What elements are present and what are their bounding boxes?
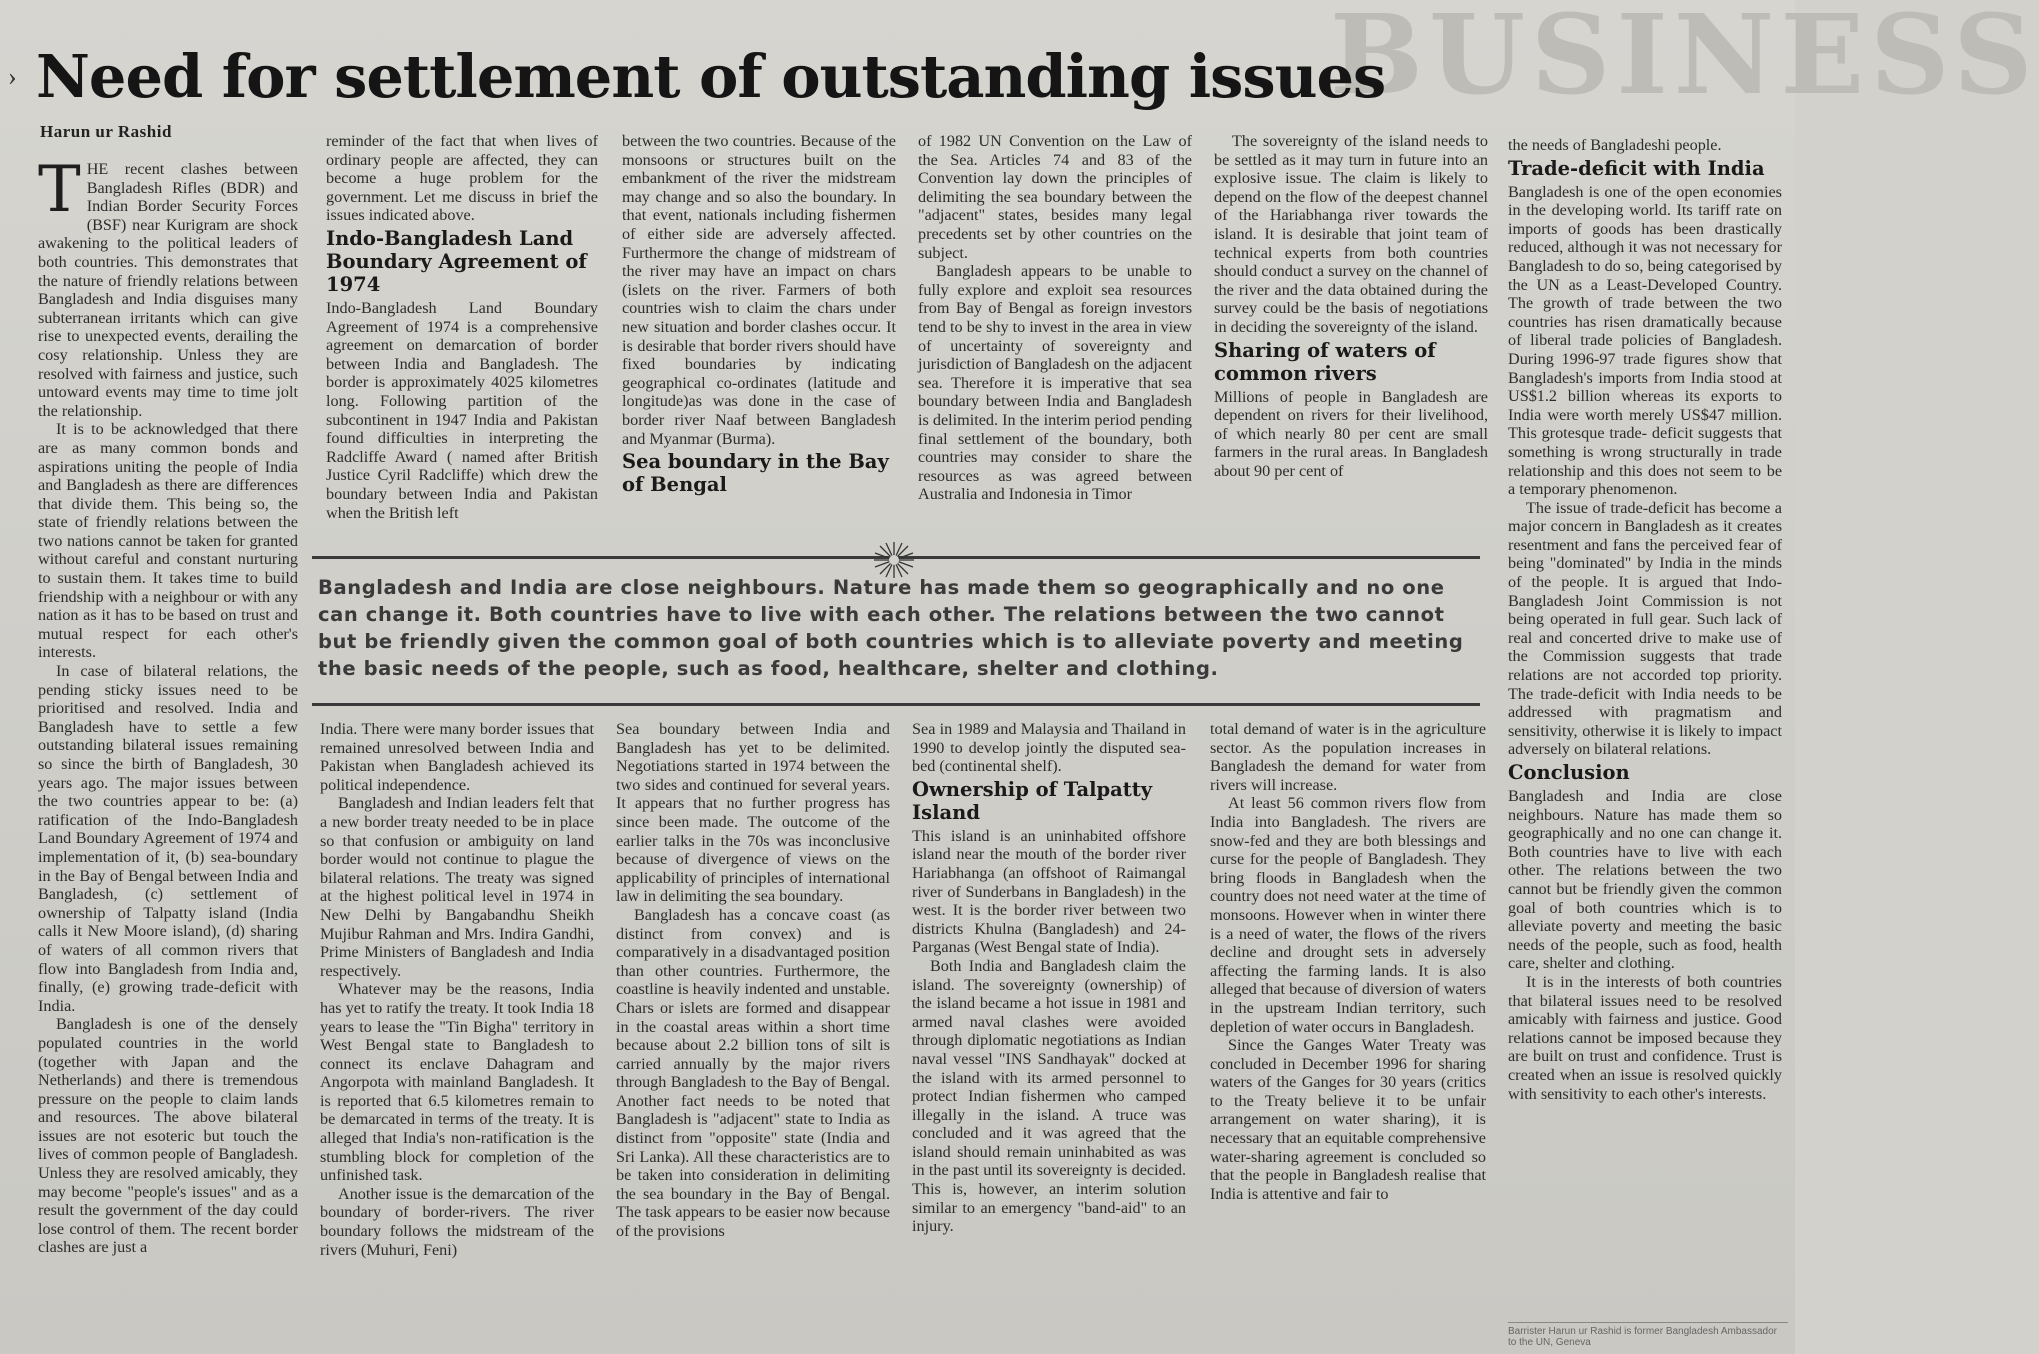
headline: Need for settlement of outstanding issues [36, 42, 1386, 111]
col3-bottom-para-1: Sea boundary between India and Bangladesh has yet to be delimited. Negotiations started in 1974 between the two sides and continued for several years. It appears that no further progress has since been made. The outcome of the earlier talks in the 70s was inconclusive because of divergence of views on the applicability of principles of international law in delimiting the sea boundary. [616, 720, 890, 906]
col5-bottom-para-1: total demand of water is in the agriculture sector. As the population increases in Bangladesh the demand for water from rivers will increase. [1210, 720, 1486, 794]
col4-top-para-1: of 1982 UN Convention on the Law of the Sea. Articles 74 and 83 of the Convention lay down the principles of delimiting the sea boundary between the "adjacent" states, besides many legal precedents set by other countries on the subject. [918, 132, 1192, 262]
subhead-sharing-waters: Sharing of waters of common rivers [1214, 338, 1436, 385]
pullquote-bottom-rule [312, 703, 1480, 706]
column-5-top [1214, 132, 1488, 540]
col5-top-para-1: The sovereignty of the island needs to be settled as it may turn in future into an explosive issue. The claim is likely to depend on the flow of the deepest channel of the Hariabhanga river towards the island. It is desirable that joint team of technical experts from both countries should conduct a survey on the channel of the river and the data obtained during the survey could be the basis of negotiations in deciding the sovereignty of the island. [1214, 132, 1488, 336]
pull-quote: Bangladesh and India are close neighbours. Nature has made them so geographically and no one can change it. Both countries have to live with each other. The relations between the two cannot but be friendly given the common goal of both countries which is to alleviate poverty and meeting the basic needs of the people, such as food, healthcare, shelter and clothing. [318, 576, 1464, 680]
column-4-bottom [912, 720, 1186, 1332]
col3-bottom-para-2: Bangladesh has a concave coast (as distinct from convex) and is comparatively in a disadvantaged position than other countries. Furthermore, the coastline is heavily indented and unstable. Chars or islets are formed and disappear in the coastal areas within a short time because about 2.2 billion tons of silt is carried annually by the major rivers through Bangladesh to the Bay of Bengal. Another fact needs to be noted that Bangladesh is "adjacent" state to India as distinct from "opposite" state (India and Sri Lanka). All these characteristics are to be taken into consideration in delimiting the sea boundary in the Bay of Bengal. The task appears to be easier now because of the provisions [616, 905, 890, 1241]
subhead-sea-boundary: Sea boundary in the Bay of Bengal [622, 450, 889, 497]
subhead-conclusion: Conclusion [1508, 761, 1630, 784]
col2-bottom-para-4: Another issue is the demarcation of the boundary of border-rivers. The river boundary follows the midstream of the rivers (Muhuri, Feni) [320, 1184, 594, 1259]
col6-para-3: The issue of trade-deficit has become a major concern in Bangladesh as it creates resentment and fans the perceived fear of being "dominated" by India in the minds of the people. It is argued that Indo-Bangladesh Joint Commission is not being operated in full gear. Such lack of real and concerted drive to make use of the Commission suggests that trade relations are not accorded top priority. The trade-deficit with India needs to be addressed with pragmatism and sensitivity, otherwise it is likely to impact adversely on bilateral relations. [1508, 498, 1782, 759]
author-credit: Barrister Harun ur Rashid is former Bangladesh Ambassador to the UN, Geneva [1508, 1322, 1788, 1348]
col1-para-1-text: HE recent clashes between Bangladesh Rifles (BDR) and Indian Border Security Forces (BSF) near Kurigram are shock awakening to the political leaders of both countries. This demonstrates that the nature of friendly relations between Bangladesh and India disguises many subterranean irritants which can give rise to unexpected events, derailing the cosy relationship. Unless they are resolved with fairness and justice, such untoward events may time to time jolt the relationship. [38, 160, 298, 420]
subhead-talpatty-island: Ownership of Talpatty Island [912, 777, 1153, 824]
col2-bottom-para-1: India. There were many border issues that remained unresolved between India and Pakistan when Bangladesh achieved its political independence. [320, 720, 594, 794]
col5-bottom-para-2: At least 56 common rivers flow from India into Bangladesh. The rivers are snow-fed and they are both blessings and curse for the people of Bangladesh. They bring floods in Bangladesh when the country does not need water at the time of monsoons. However when in winter there is a need of water, the flows of the rivers decline and drought sets in adversely affecting the farming lands. It is also alleged that because of diversion of waters in the upstream Indian territory, such depletion of water occurs in Bangladesh. [1210, 794, 1486, 1036]
subhead-land-boundary: Indo-Bangladesh Land Boundary Agreement of 1974 [326, 226, 587, 296]
col6-para-1: the needs of Bangladeshi people. [1508, 136, 1722, 154]
column-1 [38, 153, 298, 1328]
column-4-top [918, 132, 1192, 540]
col5-bottom-para-3: Since the Ganges Water Treaty was concluded in December 1996 for sharing waters of the Ganges for 30 years (critics to the Treaty believe it to be unfair arrangement on water sharing), it is necessary that an equitable comprehensive water-sharing agreement is concluded so that the people in Bangladesh realise that India is attentive and fair to [1210, 1036, 1486, 1203]
byline-text: Harun ur Rashid [40, 122, 172, 141]
col6-para-2: Bangladesh is one of the open economies in the developing world. Its tariff rate on imports of goods has been drastically reduced, although it was not necessary for Bangladesh to do so, being categorised by the UN as a Least-Developed Country. The growth of trade between the two countries has risen dramatically because of liberal trade policies of Bangladesh. During 1996-97 trade figures show that Bangladesh's imports from India stood at US$1.2 billion whereas its exports to India were worth merely US$47 million. This grotesque trade- deficit suggests that something is wrong structurally in trade relationship and this does not seem to be a temporary phenomenon. [1508, 182, 1782, 499]
col1-para-3: In case of bilateral relations, the pending sticky issues need to be prioritised and resolved. India and Bangladesh have to settle a few outstanding bilateral issues remaining so since the birth of Bangladesh, 30 years ago. The major issues between the two countries appear to be: (a) ratification of the Indo-Bangladesh Land Boundary Agreement of 1974 and implementation of it, (b) sea-boundary in the Bay of Bengal between India and Bangladesh, (c) settlement of ownership of Talpatty island (India calls it New Moore island), (d) sharing of waters of all common rivers that flow into Bangladesh from India and, finally, (e) growing trade-deficit with India. [38, 662, 298, 1015]
col1-para-1 [38, 153, 298, 420]
dropcap: T [38, 153, 81, 227]
column-3-top [622, 132, 896, 534]
col2-top-para-2: Indo-Bangladesh Land Boundary Agreement of 1974 is a comprehensive agreement on demarcation of border between India and Bangladesh. The border is approximately 4025 kilometres long. Following partition of the subcontinent in 1947 India and Pakistan found difficulties in interpreting the Radcliffe Award ( named after British Justice Cyril Radcliffe) which drew the boundary between India and Pakistan when the British left [326, 298, 598, 522]
col4-bottom-para-2: This island is an uninhabited offshore island near the mouth of the border river Hariabhanga (an offshoot of Raimangal river of Sunderbans in Bangladesh) in the west. It is the border river between two districts Khulna (Bangladesh) and 24-Parganas (West Bengal state of India). [912, 826, 1186, 957]
col5-top-para-2: Millions of people in Bangladesh are dependent on rivers for their livelihood, of which nearly 80 per cent are small farmers in the rural areas. In Bangladesh about 90 per cent of [1214, 387, 1488, 480]
byline [40, 122, 300, 142]
col1-para-4: Bangladesh is one of the densely populated countries in the world (together with Japan and the Netherlands) and there is tremendous pressure on the people to claim lands and resources. The above bilateral issues are not esoteric but touch the lives of common people of Bangladesh. Unless they are resolved amicably, they may become "people's issues" and as a result the government of the day could lose control of them. The recent border clashes are just a [38, 1015, 298, 1257]
col2-bottom-para-3: Whatever may be the reasons, India has yet to ratify the treaty. It took India 18 years to lease the "Tin Bigha" territory in West Bengal state to Bangladesh to connect its enclave Dahagram and Angorpota with mainland Bangladesh. It is reported that 6.5 kilometres remain to be demarcated in terms of the treaty. It is alleged that India's non-ratification is the stumbling block for completion of the unfinished task. [320, 980, 594, 1185]
column-6 [1508, 136, 1782, 1320]
column-5-bottom [1210, 720, 1486, 1336]
col2-bottom-para-2: Bangladesh and Indian leaders felt that a new border treaty needed to be in place so that confusion or ambiguity on land border would not continue to plague the bilateral relations. The treaty was signed at the highest political level in 1974 in New Delhi by Bangabandhu Sheikh Mujibur Rahman and Mrs. Indira Gandhi, Prime Ministers of Bangladesh and India respectively. [320, 794, 594, 980]
col2-top-para-1: reminder of the fact that when lives of ordinary people are affected, they can become a huge problem for the government. Let me discuss in brief the issues indicated above. [326, 132, 598, 225]
arrow-icon: › [8, 62, 17, 91]
col6-para-4: Bangladesh and India are close neighbours. Nature has made them so geographically and no one can change it. Both countries have to live with each other. The relations between the two cannot but be friendly given the common goal of both countries which is to alleviate poverty and meeting the basic needs of the people, such as food, health care, shelter and clothing. [1508, 787, 1782, 973]
column-2-top [326, 132, 598, 534]
col4-top-para-2: Bangladesh appears to be unable to fully explore and exploit sea resources from Bay of Bengal as foreign investors tend to be shy to invest in the area in view of uncertainty of sovereignty and jurisdiction of Bangladesh on the adjacent sea. Therefore it is imperative that sea boundary between India and Bangladesh is delimited. In the interim period pending final settlement of the boundary, both countries may consider to share the resources as was agreed between Australia and Indonesia in Timor [918, 262, 1192, 504]
column-3-bottom [616, 720, 890, 1332]
col6-para-5: It is in the interests of both countries that bilateral issues need to be resolved amicably with fairness and justice. Good relations cannot be imposed because they are built on trust and confidence. Trust is created when an issue is resolved quickly with sensitivity to each other's interests. [1508, 972, 1782, 1103]
col3-top-para-1: between the two countries. Because of the monsoons or structures built on the embankment of the river the midstream may change and so also the boundary. In that event, nationals including fishermen of either side are adversely affected. Furthermore the change of midstream of the river may have an impact on chars (islets on the river. Farmers of both countries wish to claim the chars under new situation and border clashes occur. It is desirable that border rivers should have fixed boundaries by indicating geographical co-ordinates (latitude and longitude)as was done in the case of border river Naaf between Bangladesh and Myanmar (Burma). [622, 132, 896, 448]
col4-bottom-para-3: Both India and Bangladesh claim the island. The sovereignty (ownership) of the island became a hot issue in 1981 and armed naval clashes were avoided through diplomatic negotiations as Indian naval vessel "INS Sandhayak" docked at the island with its armed personnel to protect Indian fishermen who camped illegally in the island. A truce was concluded and it was agreed that the island should remain uninhabited as was in the past until its sovereignty is decided. This is, however, an interim solution similar to an emergency "band-aid" to an injury. [912, 956, 1186, 1236]
subhead-trade-deficit: Trade-deficit with India [1508, 156, 1765, 180]
column-2-bottom [320, 720, 594, 1332]
col1-para-2: It is to be acknowledged that there are as many common bonds and aspirations uniting the people of India and Bangladesh as there are differences that divide them. This being so, the state of friendly relations between the two nations cannot be taken for granted without careful and constant nurturing to sustain them. It takes time to build friendship with a neighbour or with any nation as it has to be based on trust and mutual respect for each other's interests. [38, 420, 298, 662]
section-watermark: BUSINESS [1330, 0, 2039, 119]
col4-bottom-para-1: Sea in 1989 and Malaysia and Thailand in 1990 to develop jointly the disputed sea-bed (continental shelf). [912, 720, 1186, 776]
